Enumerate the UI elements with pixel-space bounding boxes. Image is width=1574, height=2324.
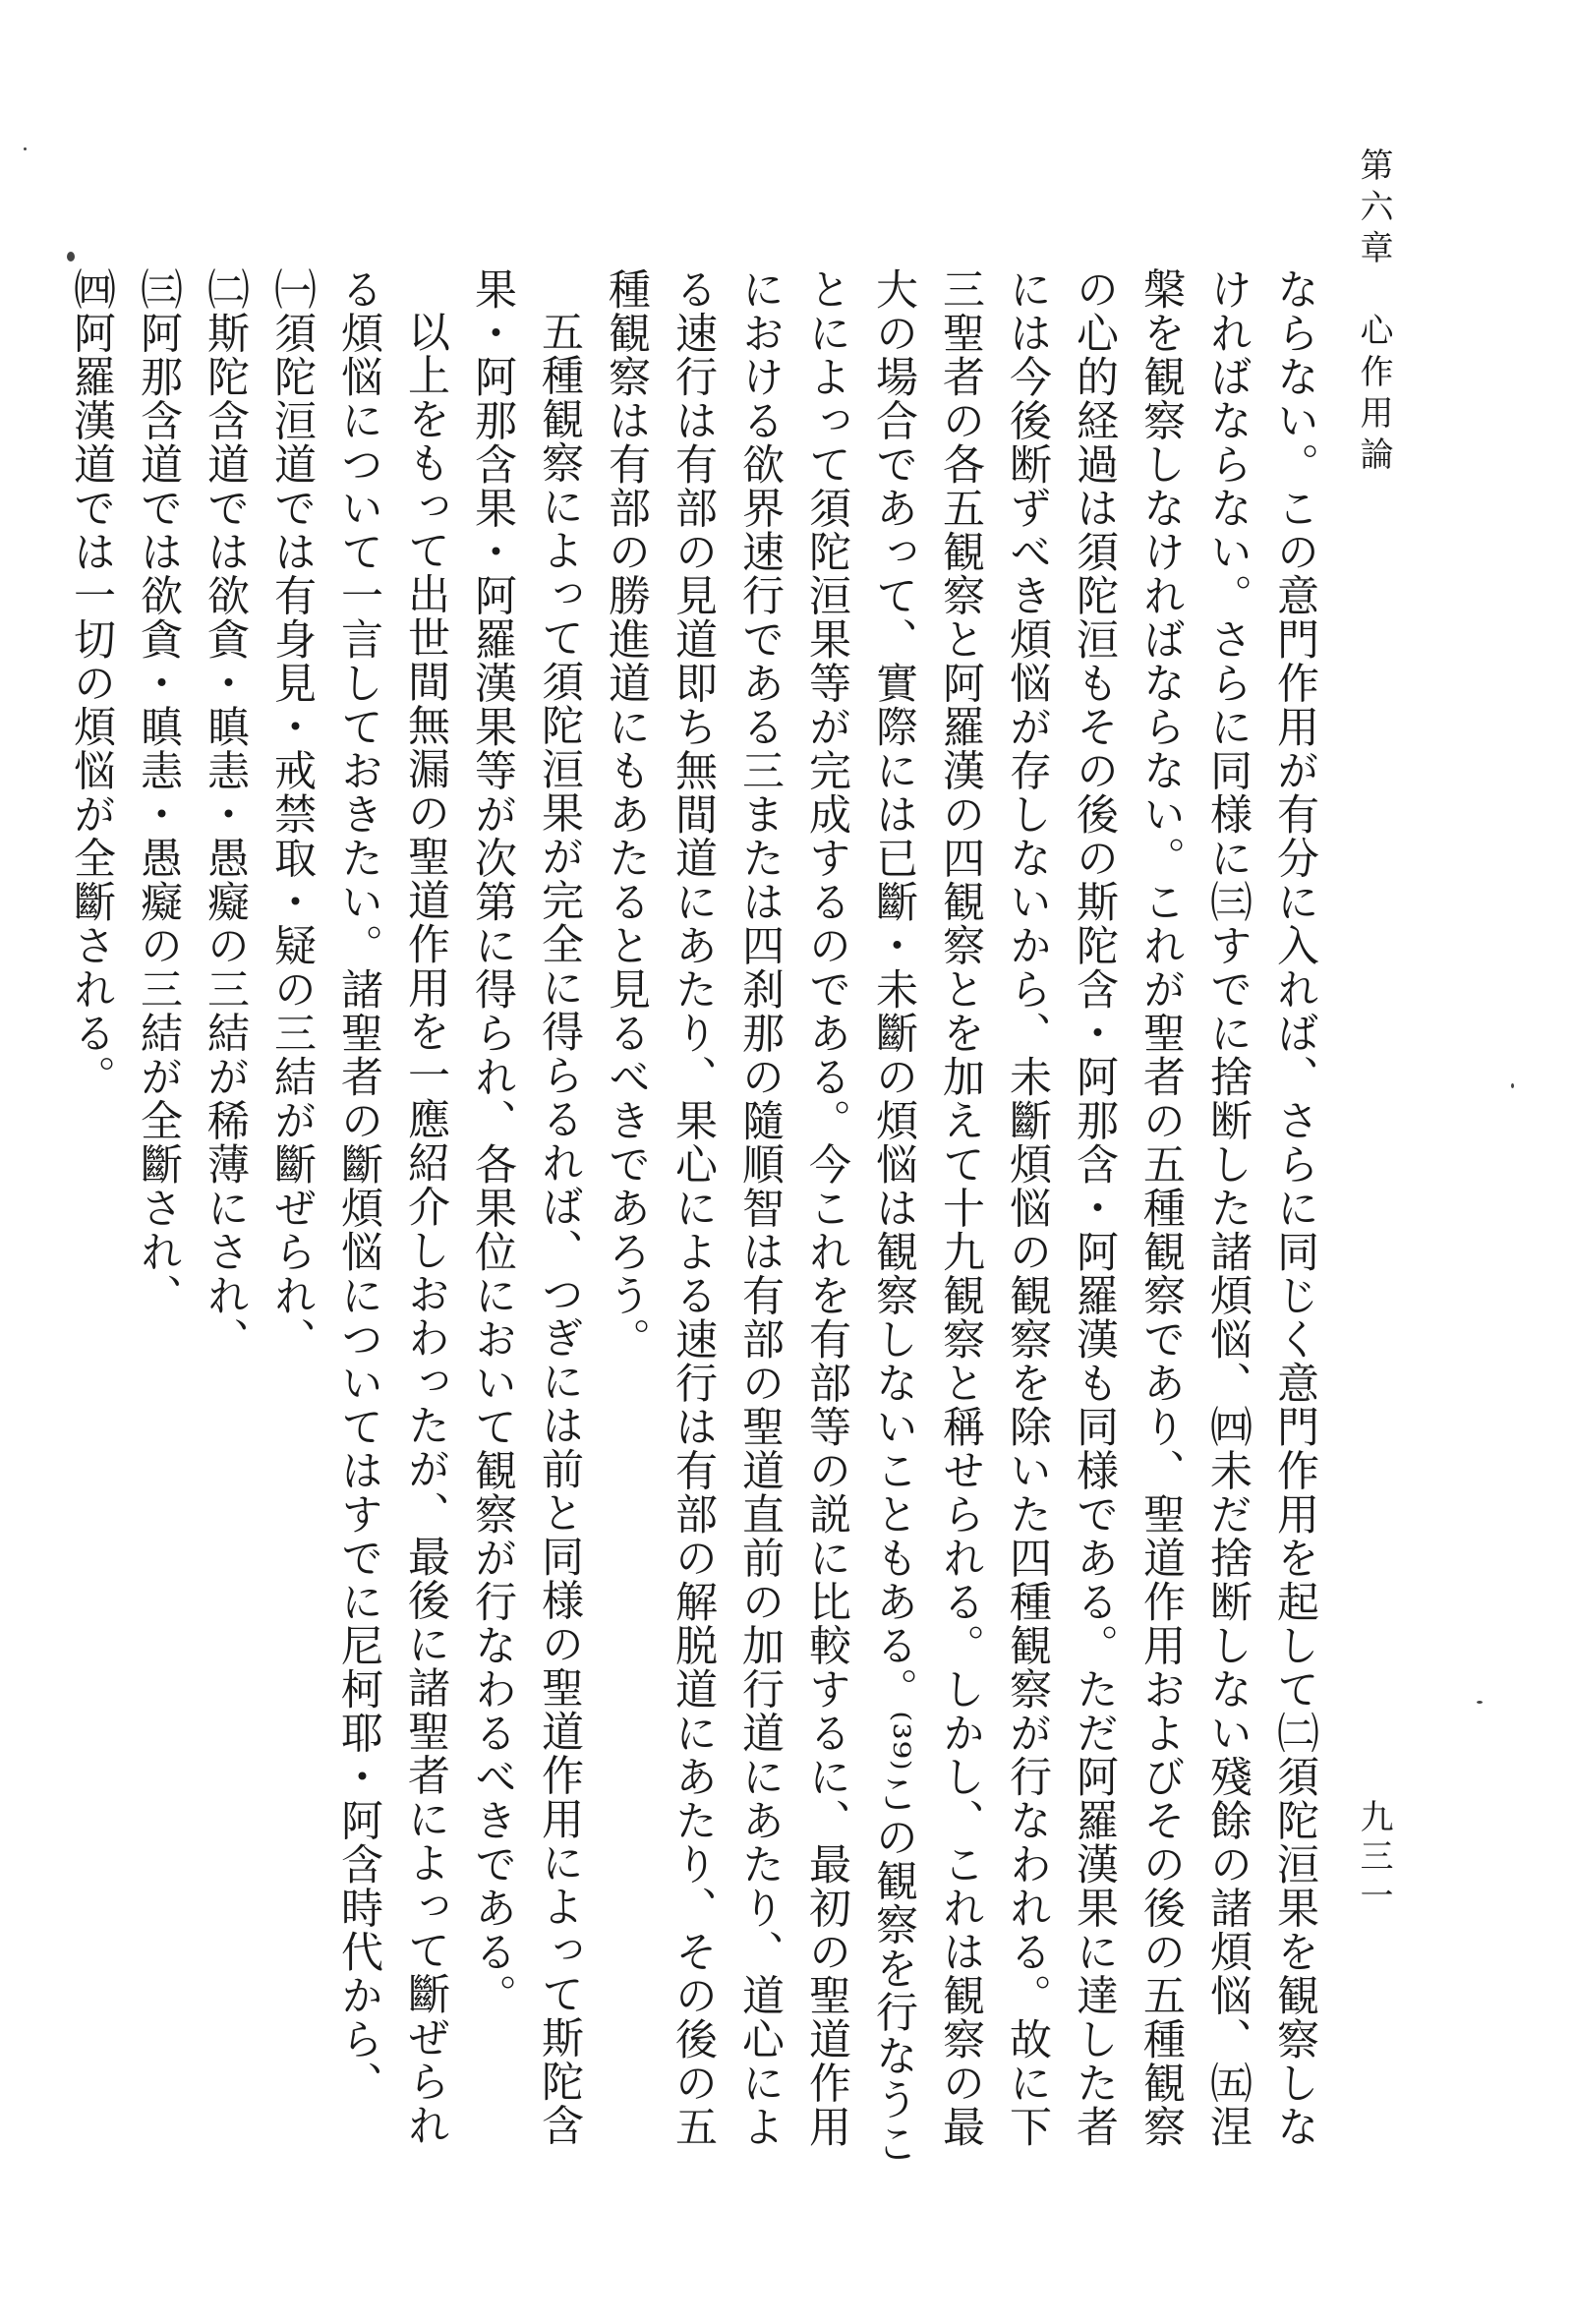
scan-speck (67, 252, 75, 261)
list-item-1: ㈠須陀洹道では有身見・戒禁取・疑の三結が斷ぜられ、 (267, 267, 317, 1362)
scan-speck (1511, 1083, 1514, 1088)
page-number: 九三一 (1354, 1799, 1393, 1917)
paragraph-3: 以上をもって出世間無漏の聖道作用を一應紹介しおわったが、最後に諸聖者によって斷ぜられる煩悩について一言しておきたい。諸聖者の斷煩悩についてはすでに尼柯耶・阿含時代から、 (334, 267, 450, 2147)
body-text (67, 267, 1328, 2175)
list-item-3: ㈢阿那含道では欲貪・瞋恚・愚癡の三結が全斷され、 (134, 267, 183, 1317)
list-item-4: ㈣阿羅漢道では一切の煩悩が全斷される。 (67, 267, 116, 1099)
list-item-2: ㈡斯陀含道では欲貪・瞋恚・愚癡の三結が稀薄にされ、 (201, 267, 250, 1362)
chapter-header: 第六章 心作用論 (1354, 147, 1393, 478)
paragraph-1: ならない。この意門作用が有分に入れば、さらに同じく意門作用を起して㈡須陀洹果を観察しなければならない。さらに同様に㈢すでに捨断した諸煩悩、㈣未だ捨断しない殘餘の諸煩悩、㈤涅槃を観察しなければならない。これが聖者の五種観察であり、聖道作用およびその後の五種観察の心的経過は須陀洹もその後の斯陀含・阿那含・阿羅漢も同様である。ただ阿羅漢果に達した者には今後断ずべき煩悩が存しないから、未斷煩悩の観察を除いた四種観察が行なわれる。故に下三聖者の各五観察と阿羅漢の四観察とを加えて十九観察と稱せられる。しかし、これは観察の最大の場合であって、實際には已斷・未斷の煩悩は観察しないこともある。⁽³⁹⁾この観察を行なうことによって須陀洹果等が完成するのである。今これを有部等の説に比較するに、最初の聖道作用における欲界速行である三または四刹那の隨順智は有部の聖道直前の加行道にあたり、道心による速行は有部の見道即ち無間道にあたり、果心による速行は有部の解脱道にあたり、その後の五種観察は有部の勝進道にもあたると見るべきであろう。 (602, 267, 1319, 2166)
scan-speck (1477, 1701, 1483, 1704)
paragraph-2: 五種観察によって須陀洹果が完全に得らるれば、つぎには前と同様の聖道作用によって斯陀含果・阿那含果・阿羅漢果等が次第に得られ、各果位において観察が行なわるべきである。 (468, 267, 584, 2147)
scan-speck (24, 147, 27, 150)
